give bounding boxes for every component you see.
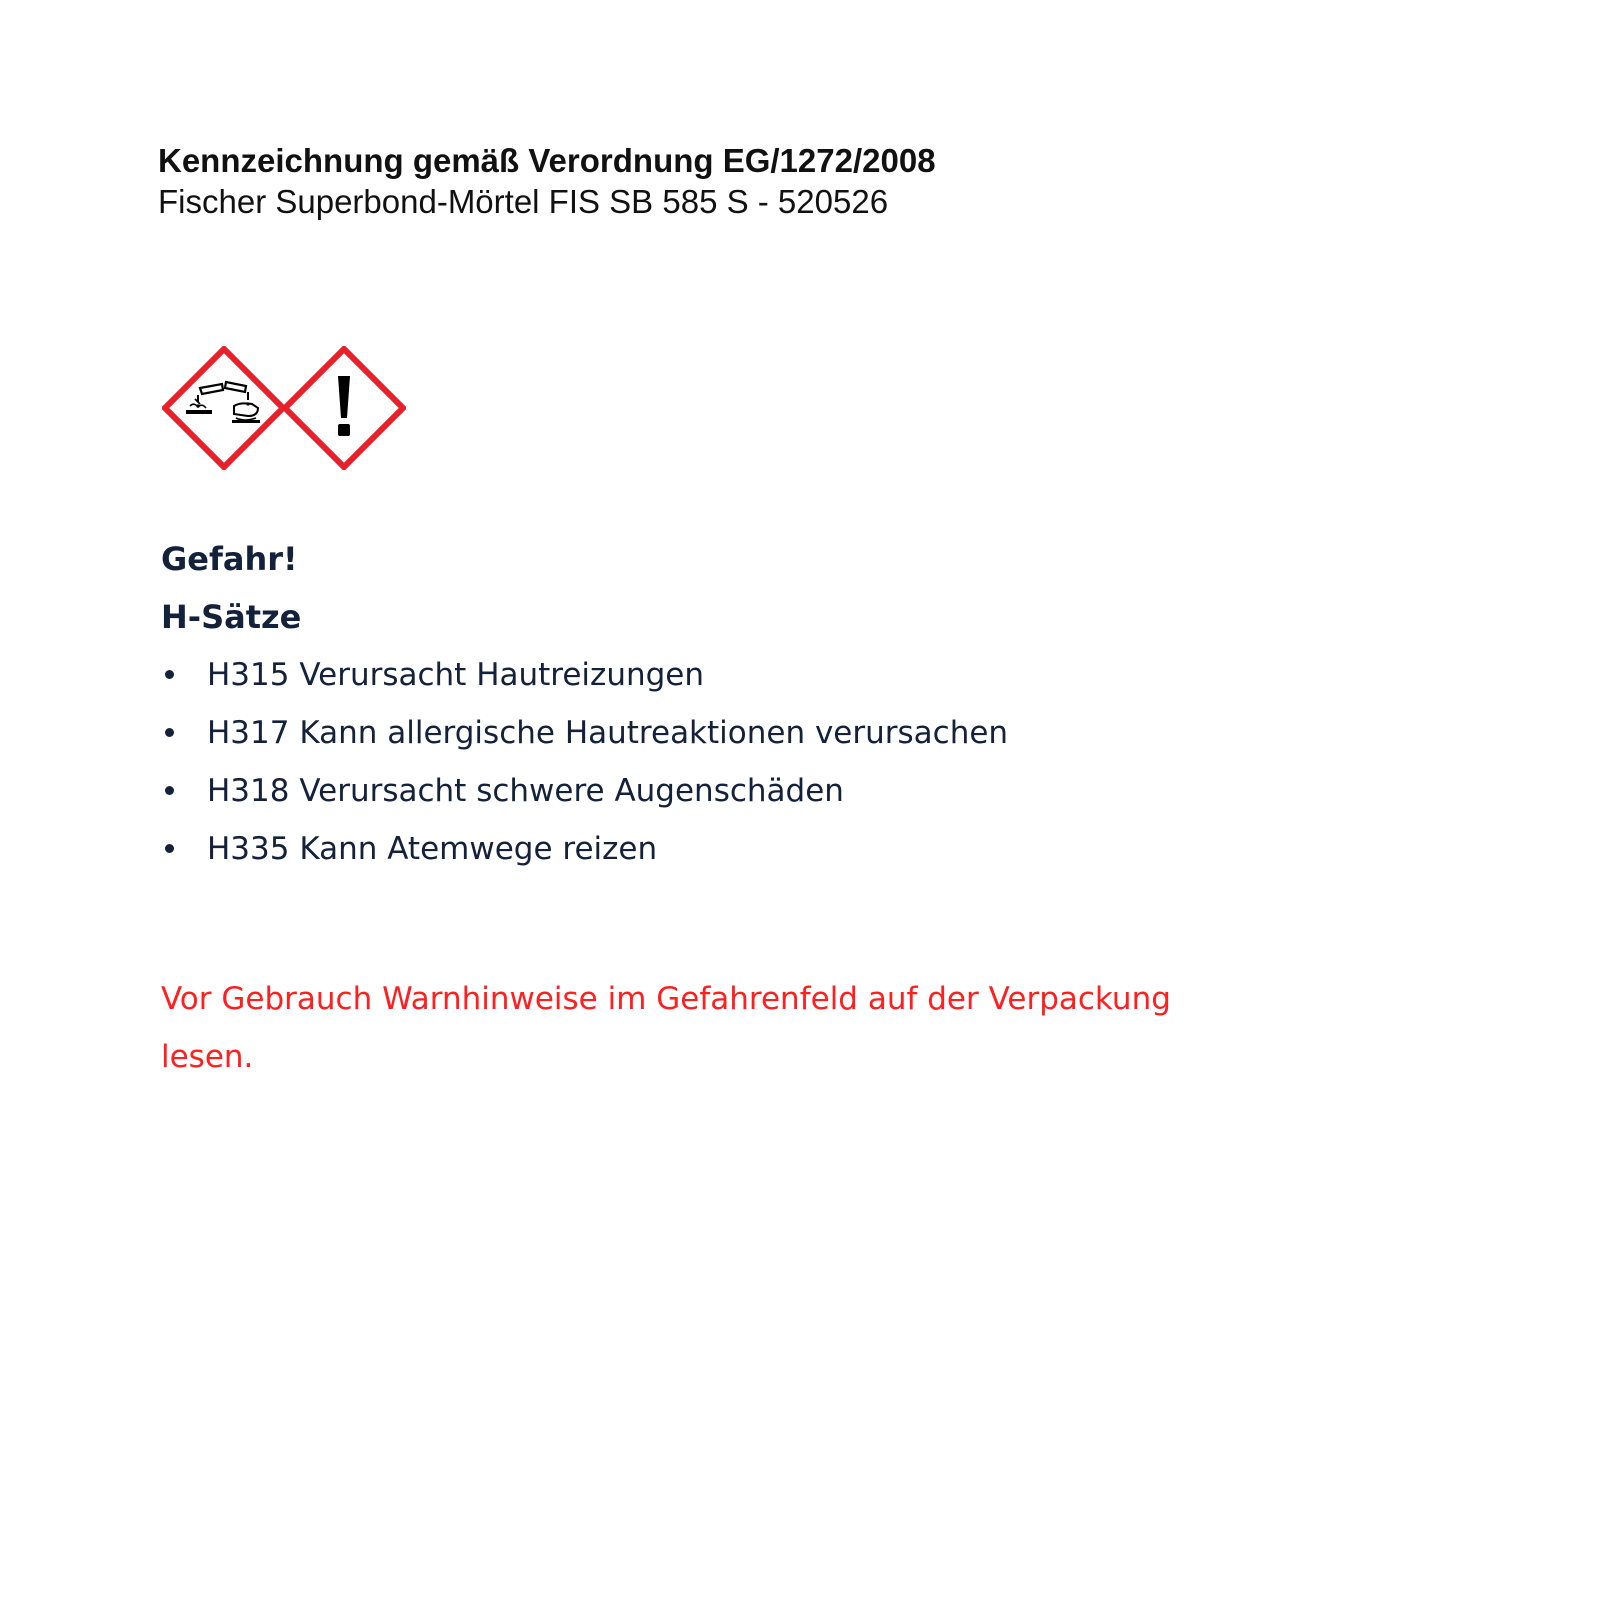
list-item [161,820,1361,878]
list-item [161,762,1361,820]
h-statements-list [161,646,1361,878]
hazard-pictograms [162,346,412,470]
h-statements-heading: H-Sätze [161,598,302,636]
ghs07-exclamation-mark-icon [282,346,406,470]
h-statement-text: H315 Verursacht Hautreizungen [207,657,705,693]
document-header [158,140,1458,222]
signal-word: Gefahr! [161,540,298,578]
hazard-section [161,530,1361,878]
h-statement-text: H318 Verursacht schwere Augenschäden [207,773,844,809]
bullet-icon [165,844,174,853]
list-item [161,646,1361,704]
document-title: Kennzeichnung gemäß Verordnung EG/1272/2008 [158,142,936,179]
packaging-warning: Vor Gebrauch Warnhinweise im Gefahrenfeld auf der Verpackung lesen. [161,981,1171,1075]
ghs05-corrosion-icon [162,346,286,470]
product-name: Fischer Superbond-Mörtel FIS SB 585 S - 520526 [158,183,889,220]
list-item [161,704,1361,762]
bullet-icon [165,786,174,795]
h-statement-text: H335 Kann Atemwege reizen [207,831,658,867]
bullet-icon [165,728,174,737]
bullet-icon [165,670,174,679]
h-statement-text: H317 Kann allergische Hautreaktionen verursachen [207,715,1009,751]
